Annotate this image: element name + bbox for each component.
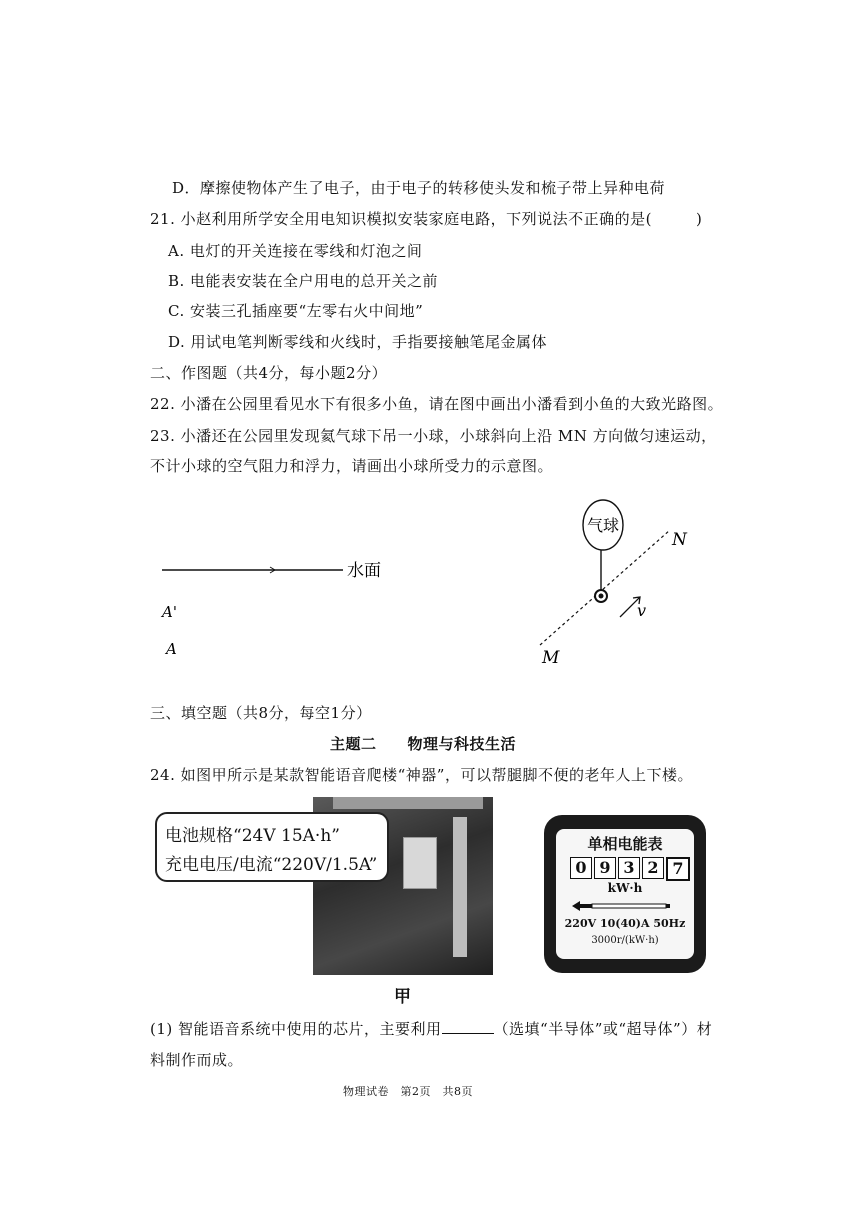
point-m-label: M — [542, 648, 560, 668]
meter-title: 单相电能表 — [587, 835, 663, 853]
meter-digits — [570, 857, 692, 881]
charging-spec-line: 充电电压/电流“220V/1.5A” — [165, 855, 378, 875]
q21-stem-close: ) — [695, 210, 703, 228]
meter-digit: 9 — [594, 857, 616, 879]
rotation-arrow-icon — [570, 899, 680, 913]
balloon-figure[interactable] — [520, 495, 720, 675]
section3-title: 三、填空题（共8分，每空1分） — [150, 704, 372, 722]
q21-stem-text: 21. 小赵利用所学安全用电知识模拟安装家庭电路，下列说法不正确的是( — [150, 210, 652, 228]
q21-option-a: A. 电灯的开关连接在零线和灯泡之间 — [168, 242, 423, 260]
q21-option-b: B. 电能表安装在全户用电的总开关之前 — [168, 272, 439, 290]
water-surface-figure[interactable] — [150, 550, 410, 665]
q22-stem: 22. 小潘在公园里看见水下有很多小鱼，请在图中画出小潘看到小鱼的大致光路图。 — [150, 395, 724, 413]
q23-stem-line1: 23. 小潘还在公园里发现氦气球下吊一小球，小球斜向上沿 MN 方向做匀速运动， — [150, 427, 717, 445]
theme-title: 主题二 物理与科技生活 — [330, 735, 517, 753]
point-a-prime-label: A' — [162, 603, 177, 621]
section2-title: 二、作图题（共4分，每小题2分） — [150, 364, 388, 382]
q24-sub1 — [150, 1018, 712, 1039]
energy-meter — [544, 815, 706, 973]
rail-post — [453, 817, 467, 957]
velocity-label: v — [637, 601, 647, 620]
meter-digit: 0 — [570, 857, 592, 879]
water-surface-label: 水面 — [347, 561, 381, 581]
meter-face — [556, 829, 694, 959]
meter-digit: 3 — [618, 857, 640, 879]
q21-option-c: C. 安装三孔插座要“左零右火中间地” — [168, 302, 424, 320]
q20-option-d: D．摩擦使物体产生了电子，由于电子的转移使头发和梳子带上异种电荷 — [172, 179, 666, 197]
figure-caption-jia: 甲 — [394, 987, 412, 1007]
q24-sub1-before: (1) 智能语音系统中使用的芯片，主要利用 — [150, 1020, 442, 1038]
rail-top — [333, 797, 483, 809]
battery-spec-callout — [155, 812, 389, 882]
answer-blank[interactable] — [442, 1019, 494, 1034]
battery-spec-line: 电池规格“24V 15A·h” — [165, 826, 340, 846]
q21-stem — [150, 208, 702, 229]
q21-option-d: D. 用试电笔判断零线和火线时，手指要接触笔尾金属体 — [168, 333, 548, 351]
q24-sub1-line2: 料制作而成。 — [150, 1051, 244, 1069]
point-n-label: N — [672, 530, 687, 550]
q24-stem: 24. 如图甲所示是某款智能语音爬楼“神器”，可以帮腿脚不便的老年人上下楼。 — [150, 766, 693, 784]
meter-constant: 3000r/(kW·h) — [591, 935, 659, 946]
ball-center-dot — [599, 594, 604, 599]
q24-sub1-after: （选填“半导体”或“超导体”）材 — [493, 1020, 713, 1038]
meter-unit: kW·h — [607, 881, 643, 895]
q23-stem-line2: 不计小球的空气阻力和浮力，请画出小球所受力的示意图。 — [150, 457, 554, 475]
meter-spec: 220V 10(40)A 50Hz — [564, 917, 686, 930]
control-panel — [403, 837, 437, 889]
point-a-label: A — [166, 640, 177, 658]
page-footer: 物理试卷 第2页 共8页 — [343, 1085, 473, 1098]
balloon-label: 气球 — [586, 516, 620, 535]
meter-digit: 2 — [642, 857, 664, 879]
meter-digit-decimal: 7 — [666, 857, 690, 881]
